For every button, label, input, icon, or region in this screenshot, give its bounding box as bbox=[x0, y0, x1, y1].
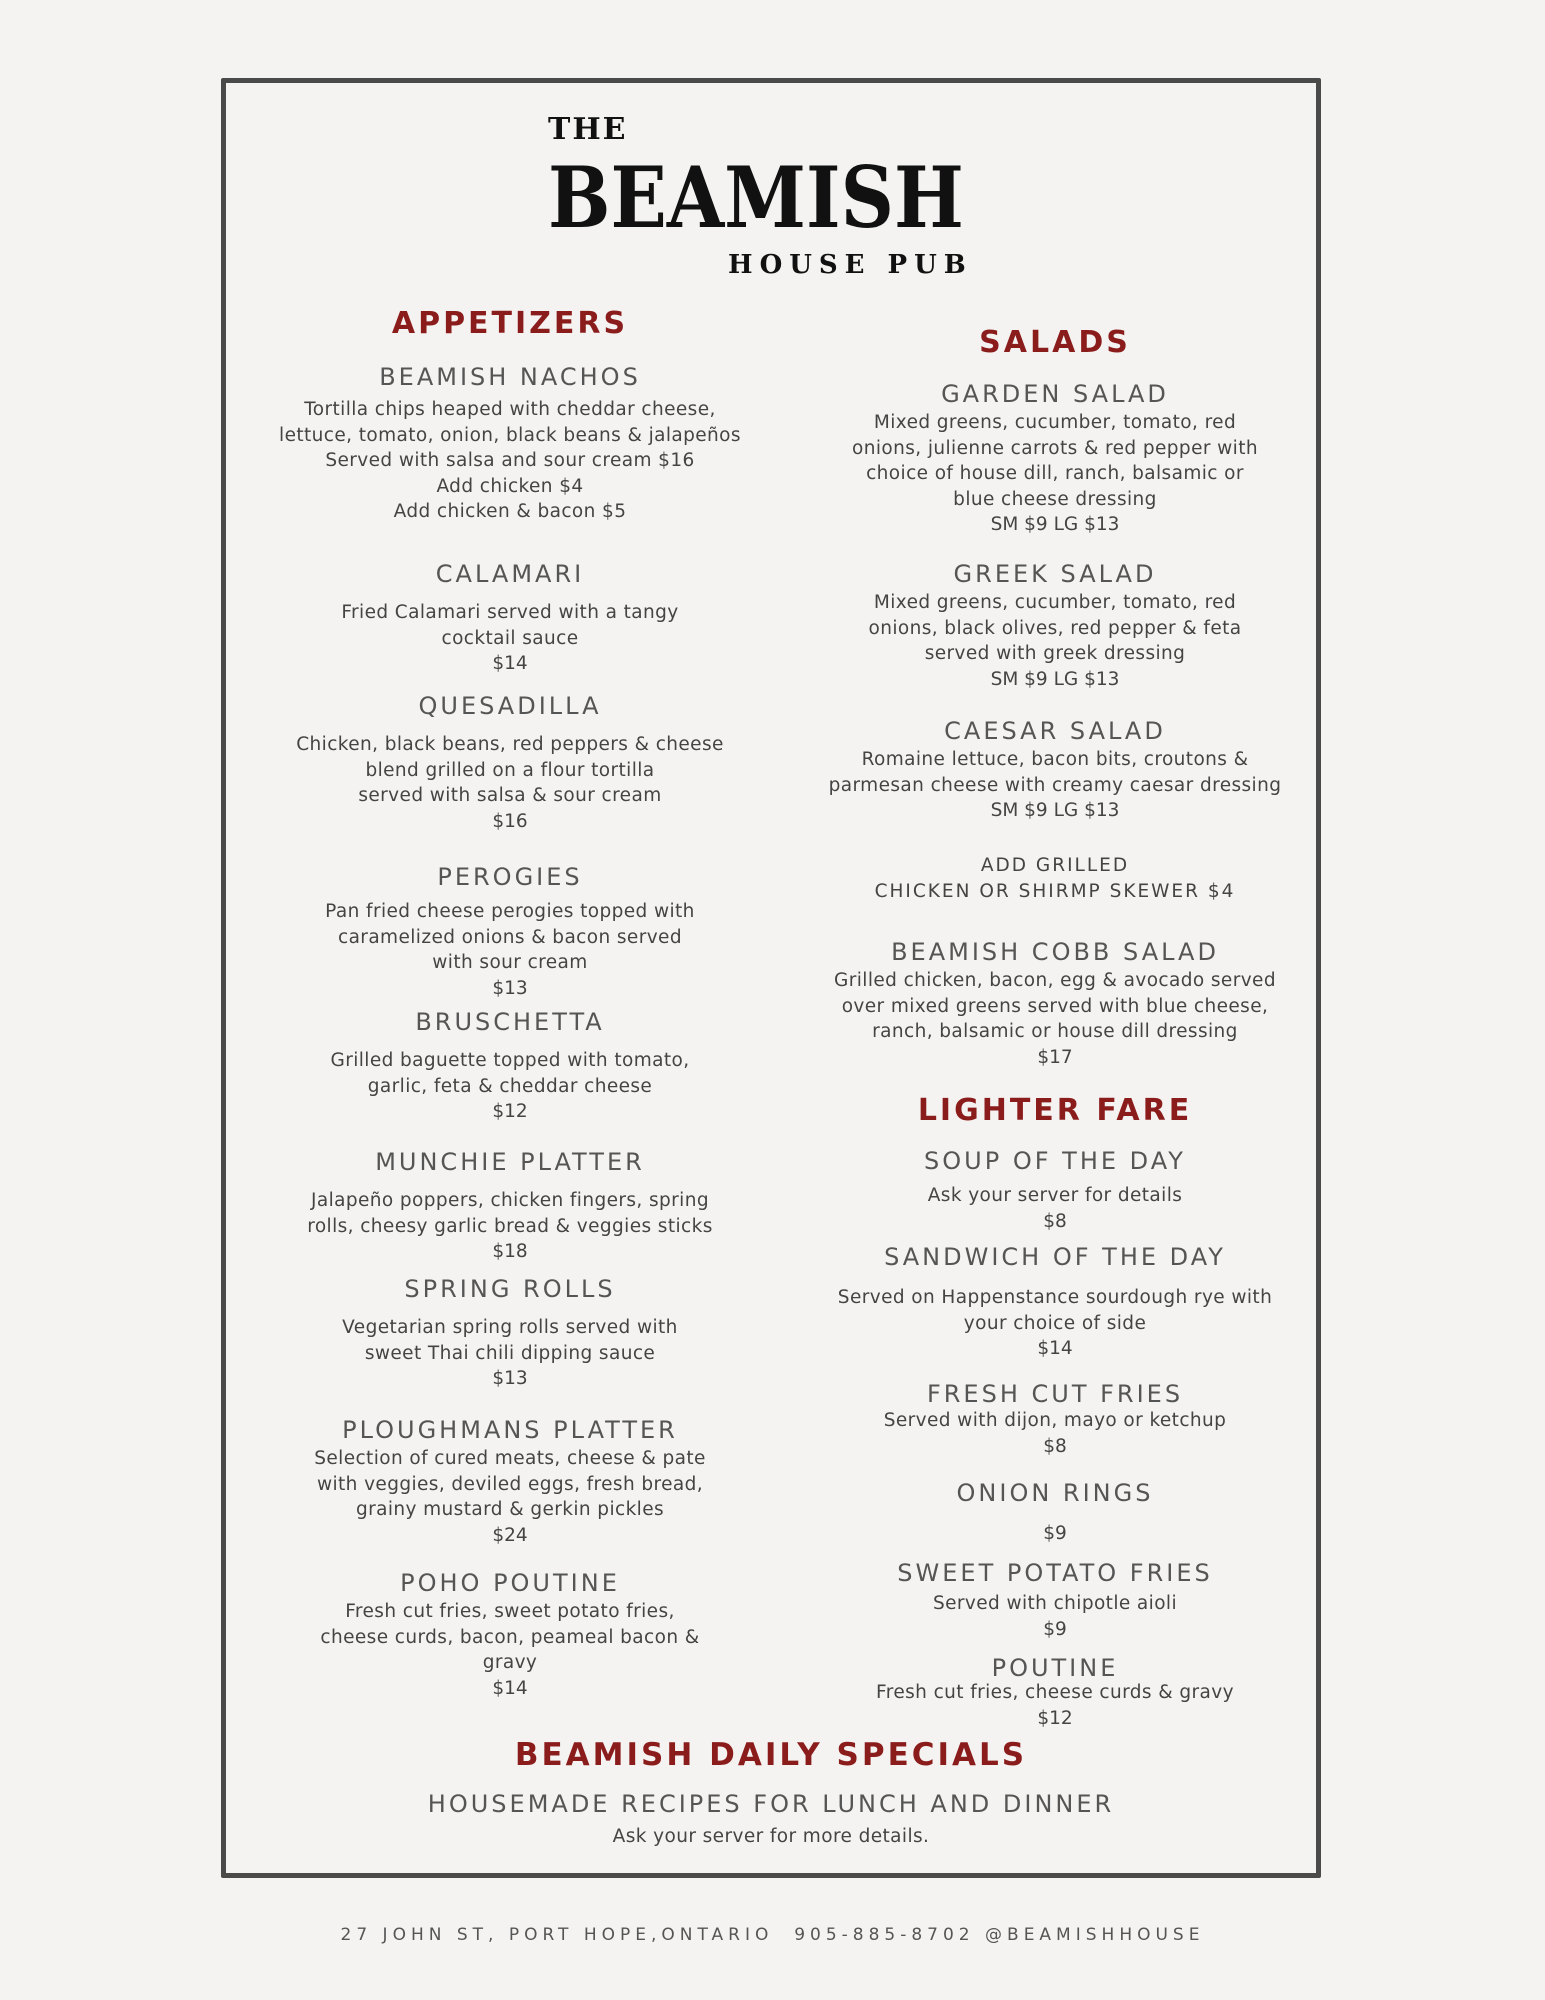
item-price: $9 bbox=[1043, 1523, 1067, 1544]
item-price: $12 bbox=[1037, 1707, 1073, 1729]
item-desc-line: Mixed greens, cucumber, tomato, red bbox=[873, 412, 1237, 433]
item-name: PEROGIES bbox=[437, 863, 583, 891]
item-desc-line: parmesan cheese with creamy caesar dressing bbox=[828, 774, 1282, 796]
daily-specials-subtitle: HOUSEMADE RECIPES FOR LUNCH AND DINNER bbox=[427, 1790, 1115, 1818]
salad-addon bbox=[800, 853, 1310, 905]
item-desc-line: Fried Calamari served with a tangy bbox=[341, 602, 679, 623]
contact-footer: 27 JOHN ST, PORT HOPE,ONTARIO 905-885-8702 @BEAMISHHOUSE bbox=[340, 1925, 1205, 1945]
daily-specials-note: Ask your server for more details. bbox=[612, 1826, 930, 1847]
item-desc-line: ranch, balsamic or house dill dressing bbox=[872, 1021, 1238, 1042]
item-desc-line: onions, black olives, red pepper & feta bbox=[868, 617, 1242, 639]
item-desc-line: sweet Thai chili dipping sauce bbox=[364, 1342, 656, 1364]
item-desc-line: Served with salsa and sour cream $16 bbox=[325, 450, 695, 471]
item-desc-line: blue cheese dressing bbox=[953, 488, 1157, 510]
item-desc-line: your choice of side bbox=[963, 1312, 1147, 1334]
daily-specials-title: BEAMISH DAILY SPECIALS bbox=[514, 1737, 1028, 1773]
addon-line: CHICKEN OR SHIRMP SKEWER $4 bbox=[874, 881, 1236, 902]
pub-logo bbox=[0, 0, 1545, 300]
item-desc-line: caramelized onions & bacon served bbox=[338, 926, 682, 948]
item-desc-line: with sour cream bbox=[432, 952, 588, 973]
item-desc-line: cocktail sauce bbox=[441, 627, 579, 649]
salads-title: SALADS bbox=[979, 325, 1131, 360]
appetizers-title: APPETIZERS bbox=[391, 306, 629, 341]
item-desc-line: Served with chipotle aioli bbox=[932, 1593, 1178, 1614]
item-price: $17 bbox=[1037, 1046, 1073, 1068]
item-name: CALAMARI bbox=[435, 560, 585, 588]
menu-item-sweet-potato-fries bbox=[800, 1559, 1310, 1642]
item-desc-line: onions, julienne carrots & red pepper with bbox=[852, 437, 1258, 459]
item-name: SPRING ROLLS bbox=[404, 1275, 616, 1303]
item-desc-line: Vegetarian spring rolls served with bbox=[342, 1317, 678, 1338]
item-desc-line: choice of house dill, ranch, balsamic or bbox=[866, 463, 1244, 484]
menu-item-beamish-cobb-salad bbox=[800, 938, 1310, 1070]
item-desc-line: Selection of cured meats, cheese & pate bbox=[314, 1448, 706, 1469]
salads-section bbox=[800, 0, 1310, 1729]
item-name: SWEET POTATO FRIES bbox=[897, 1559, 1213, 1587]
item-price: $18 bbox=[492, 1241, 528, 1262]
item-desc-line: served with greek dressing bbox=[924, 643, 1186, 664]
menu-item-greek-salad bbox=[800, 560, 1310, 692]
item-name: POHO POUTINE bbox=[400, 1569, 620, 1597]
item-desc-line: Fresh cut fries, sweet potato fries, bbox=[345, 1601, 675, 1622]
item-desc-line: Served with dijon, mayo or ketchup bbox=[883, 1410, 1227, 1431]
menu-item-onion-rings bbox=[800, 1479, 1310, 1547]
item-desc-line: gravy bbox=[482, 1652, 538, 1673]
item-desc-line: over mixed greens served with blue cheese, bbox=[841, 995, 1269, 1017]
menu-item-garden-salad bbox=[800, 380, 1310, 538]
item-price: $12 bbox=[492, 1101, 528, 1122]
item-price: $8 bbox=[1043, 1435, 1067, 1457]
item-price: $16 bbox=[492, 810, 528, 832]
item-desc-line: Add chicken $4 bbox=[436, 475, 584, 497]
menu-item-caesar-salad bbox=[800, 717, 1310, 824]
item-desc-line: Pan fried cheese perogies topped with bbox=[325, 901, 695, 922]
item-name: GARDEN SALAD bbox=[941, 380, 1169, 408]
item-price: SM $9 LG $13 bbox=[990, 514, 1120, 535]
item-desc-line: rolls, cheesy garlic bread & veggies sticks bbox=[307, 1215, 713, 1237]
item-desc-line: with veggies, deviled eggs, fresh bread, bbox=[316, 1473, 704, 1495]
menu-item-sandwich-of-the-day bbox=[800, 1243, 1310, 1362]
item-name: SANDWICH OF THE DAY bbox=[884, 1243, 1226, 1271]
item-desc-line: cheese curds, bacon, peameal bacon & bbox=[320, 1626, 700, 1648]
menu-item-poutine bbox=[800, 1654, 1310, 1731]
item-desc-line: Grilled baguette topped with tomato, bbox=[330, 1050, 690, 1071]
item-price: $9 bbox=[1043, 1618, 1067, 1640]
item-price: $14 bbox=[492, 653, 528, 674]
appetizers-section bbox=[260, 0, 760, 1720]
item-price: $14 bbox=[1037, 1338, 1073, 1359]
item-price: SM $9 LG $13 bbox=[990, 800, 1120, 821]
item-desc-line: Served on Happenstance sourdough rye with bbox=[837, 1287, 1273, 1308]
item-price: $13 bbox=[492, 977, 528, 999]
item-desc-line: Grilled chicken, bacon, egg & avocado served bbox=[834, 970, 1276, 991]
item-desc-line: Fresh cut fries, cheese curds & gravy bbox=[876, 1682, 1234, 1703]
item-desc-line: garlic, feta & cheddar cheese bbox=[367, 1075, 653, 1097]
item-name: CAESAR SALAD bbox=[944, 717, 1166, 745]
item-desc-line: Mixed greens, cucumber, tomato, red bbox=[873, 592, 1237, 613]
item-desc-line: Romaine lettuce, bacon bits, croutons & bbox=[861, 749, 1249, 770]
item-price: SM $9 LG $13 bbox=[990, 668, 1120, 690]
item-desc-line: Ask your server for details bbox=[927, 1185, 1183, 1206]
item-price: $8 bbox=[1043, 1210, 1067, 1232]
logo-the: THE bbox=[548, 112, 628, 147]
item-name: SOUP OF THE DAY bbox=[924, 1147, 1186, 1175]
item-desc-line: Jalapeño poppers, chicken fingers, spring bbox=[310, 1190, 709, 1211]
item-desc-line: lettuce, tomato, onion, black beans & jalapeños bbox=[279, 424, 741, 446]
item-name: ONION RINGS bbox=[956, 1479, 1154, 1507]
addon-line: ADD GRILLED bbox=[980, 855, 1130, 876]
item-name: GREEK SALAD bbox=[953, 560, 1157, 588]
menu-item-soup-of-the-day bbox=[800, 1147, 1310, 1234]
item-desc-line: served with salsa & sour cream bbox=[358, 785, 662, 806]
item-name: PLOUGHMANS PLATTER bbox=[342, 1416, 678, 1444]
logo-subtitle: HOUSE PUB bbox=[728, 250, 973, 280]
menu-item-spring-rolls bbox=[260, 1275, 760, 1392]
menu-item-bruschetta bbox=[260, 1008, 760, 1125]
item-price: $24 bbox=[492, 1524, 528, 1546]
menu-item-poho-poutine bbox=[260, 1569, 760, 1701]
item-name: POUTINE bbox=[991, 1654, 1119, 1682]
item-name: BEAMISH COBB SALAD bbox=[891, 938, 1219, 966]
item-desc-line: Tortilla chips heaped with cheddar cheese, bbox=[304, 399, 716, 420]
item-desc-line: blend grilled on a flour tortilla bbox=[365, 759, 655, 781]
lighter-fare-title: LIGHTER FARE bbox=[917, 1093, 1193, 1128]
item-desc-line: Chicken, black beans, red peppers & cheese bbox=[296, 734, 724, 755]
menu-item-fresh-cut-fries bbox=[800, 1380, 1310, 1459]
item-price: $13 bbox=[492, 1368, 528, 1389]
menu-item-munchie-platter bbox=[260, 1148, 760, 1265]
item-desc-line: Add chicken & bacon $5 bbox=[393, 501, 627, 522]
menu-item-beamish-nachos bbox=[260, 363, 760, 525]
item-name: FRESH CUT FRIES bbox=[926, 1380, 1184, 1408]
menu-item-calamari bbox=[260, 560, 760, 677]
item-name: QUESADILLA bbox=[418, 692, 602, 720]
menu-item-quesadilla bbox=[260, 692, 760, 834]
item-desc-line: grainy mustard & gerkin pickles bbox=[355, 1499, 665, 1520]
item-name: BEAMISH NACHOS bbox=[379, 363, 641, 391]
item-price: $14 bbox=[492, 1677, 528, 1699]
item-name: BRUSCHETTA bbox=[415, 1008, 605, 1036]
menu-item-perogies bbox=[260, 863, 760, 1001]
item-name: MUNCHIE PLATTER bbox=[375, 1148, 645, 1176]
logo-name: BEAMISH bbox=[548, 148, 964, 247]
menu-item-ploughmans-platter bbox=[260, 1416, 760, 1548]
